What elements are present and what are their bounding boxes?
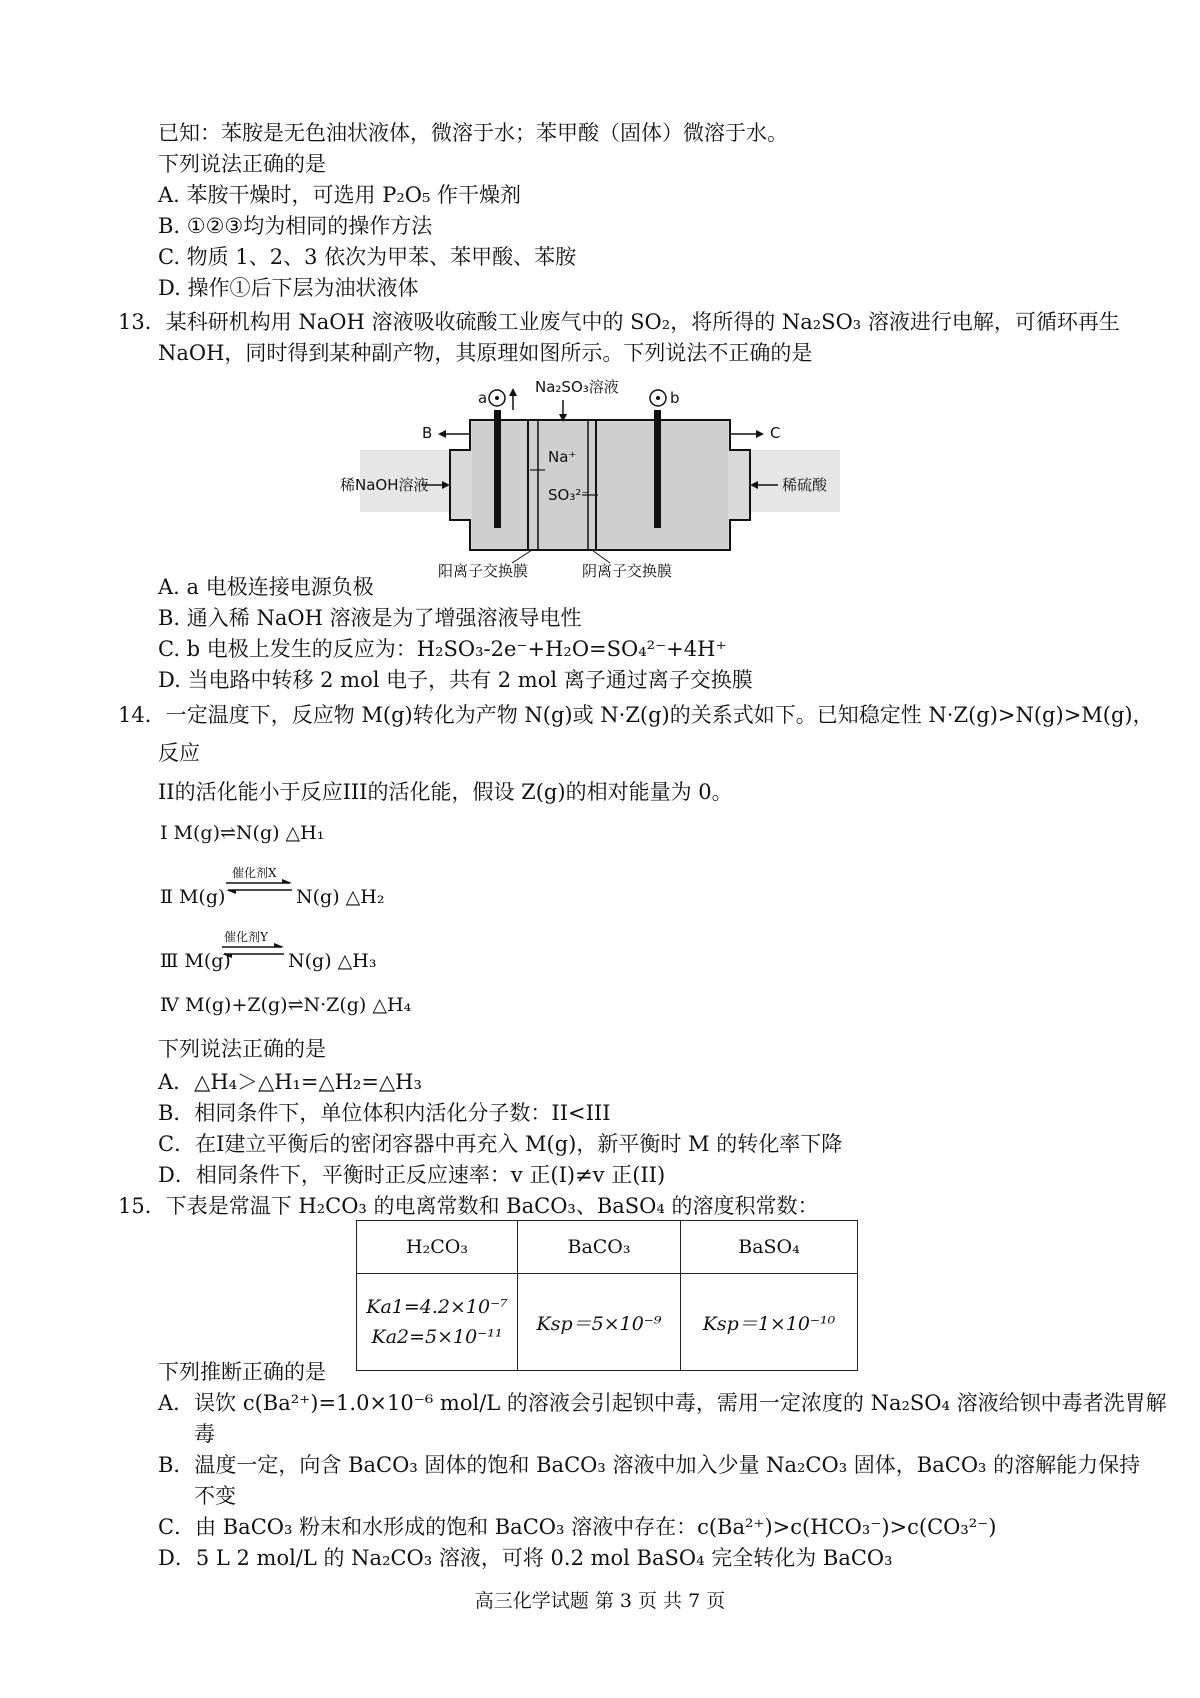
q15-option-b-line1: B．温度一定，向含 BaCO₃ 固体的饱和 BaCO₃ 溶液中加入少量 Na₂CO₃ 固体，BaCO₃ 的溶解能力保持: [158, 1453, 1141, 1477]
table-header-h2co3: H₂CO₃: [357, 1221, 518, 1274]
label-anion-membrane: 阴离子交换膜: [582, 562, 673, 580]
q15-option-a-line2: 毒: [194, 1422, 215, 1446]
label-C: C: [770, 424, 781, 442]
reaction-3-right: N(g) △H₃: [288, 950, 377, 972]
cell-fill: [472, 422, 728, 548]
electrode-a: [494, 410, 501, 528]
known-info: 已知：苯胺是无色油状液体，微溶于水；苯甲酸（固体）微溶于水。: [158, 121, 788, 145]
q14-stem-line1: 14．一定温度下，反应物 M(g)转化为产物 N(g)或 N·Z(g)的关系式如下。已知稳定性 N·Z(g)>N(g)>M(g)，: [118, 703, 1154, 727]
ksp-baso4-value: Ksp＝1×10⁻¹⁰: [681, 1274, 858, 1371]
q14-option-a: A．△H₄＞△H₁=△H₂=△H₃: [158, 1070, 422, 1094]
reaction-1: Ⅰ M(g)⇌N(g) △H₁: [160, 822, 325, 844]
q15-option-a-line1: A．误饮 c(Ba²⁺)=1.0×10⁻⁶ mol/L 的溶液会引起钡中毒，需用一定浓度的 Na₂SO₄ 溶液给钡中毒者洗胃解: [158, 1391, 1167, 1415]
eq-arrow-2: [224, 878, 294, 896]
table-row: [357, 1274, 858, 1371]
q13-option-d: D. 当电路中转移 2 mol 电子，共有 2 mol 离子通过离子交换膜: [158, 668, 753, 692]
label-B: B: [422, 424, 433, 442]
q13-stem-line2: NaOH，同时得到某种副产物，其原理如图所示。下列说法不正确的是: [158, 341, 813, 365]
q14-stem-line3: II的活化能小于反应III的活化能，假设 Z(g)的相对能量为 0。: [158, 780, 733, 804]
label-na-ion: Na⁺: [548, 448, 577, 466]
q12-option-a: A. 苯胺干燥时，可选用 P₂O₅ 作干燥剂: [158, 183, 522, 207]
gas-arrow: [509, 388, 517, 396]
reaction-2-right: N(g) △H₂: [296, 886, 385, 908]
outlet-b-arrow: [438, 430, 446, 438]
q12-option-d: D. 操作①后下层为油状液体: [158, 276, 419, 300]
page-footer: 高三化学试题 第 3 页 共 7 页: [474, 1590, 726, 1612]
ka1-value: Ka1=4.2×10⁻⁷: [366, 1296, 508, 1318]
label-so3-ion: SO₃²⁻: [548, 486, 590, 504]
q14-stem-line2: 反应: [158, 741, 200, 765]
q13-stem-line1: 13．某科研机构用 NaOH 溶液吸收硫酸工业废气中的 SO₂，将所得的 Na₂SO₃ 溶液进行电解，可循环再生: [118, 310, 1120, 334]
catalyst-x-label: 催化剂X: [232, 866, 277, 880]
label-cation-membrane: 阳离子交换膜: [438, 562, 529, 580]
q12-option-b: B. ①②③均为相同的操作方法: [158, 214, 433, 238]
eq-arrow-3: [220, 942, 286, 960]
reaction-4: Ⅳ M(g)+Z(g)⇌N·Z(g) △H₄: [160, 994, 412, 1016]
label-a: a: [478, 389, 488, 407]
label-h2so4: 稀硫酸: [782, 476, 828, 494]
ka2-value: Ka2=5×10⁻¹¹: [371, 1326, 503, 1348]
label-na2so3: Na₂SO₃溶液: [535, 378, 619, 396]
q15-option-c: C．由 BaCO₃ 粉末和水形成的饱和 BaCO₃ 溶液中存在：c(Ba²⁺)>c(HCO₃⁻)>c(CO₃²⁻): [158, 1515, 997, 1539]
q13-option-c: C. b 电极上发生的反应为：H₂SO₃-2e⁻+H₂O=SO₄²⁻+4H⁺: [158, 637, 727, 661]
table-header-baco3: BaCO₃: [518, 1221, 681, 1274]
label-naoh: 稀NaOH溶液: [340, 476, 429, 494]
constants-table: [356, 1220, 858, 1371]
ksp-baco3-value: Ksp＝5×10⁻⁹: [518, 1274, 681, 1371]
q15-option-d: D．5 L 2 mol/L 的 Na₂CO₃ 溶液，可将 0.2 mol BaSO₄ 完全转化为 BaCO₃: [158, 1546, 893, 1570]
q15-stem-line1: 15．下表是常温下 H₂CO₃ 的电离常数和 BaCO₃、BaSO₄ 的溶度积常数：: [118, 1194, 819, 1218]
q14-option-d: D．相同条件下，平衡时正反应速率：v 正(I)≠v 正(II): [158, 1163, 666, 1187]
q15-stem: 下列推断正确的是: [158, 1360, 326, 1384]
electrolysis-diagram: [340, 378, 840, 580]
table-cell-ka: [357, 1274, 518, 1371]
q12-stem: 下列说法正确的是: [158, 152, 326, 176]
label-b: b: [670, 389, 680, 407]
table-header-baso4: BaSO₄: [681, 1221, 858, 1274]
q12-option-c: C. 物质 1、2、3 依次为甲苯、苯甲酸、苯胺: [158, 245, 577, 269]
outlet-c-arrow: [756, 430, 764, 438]
reaction-2-left: Ⅱ M(g): [160, 886, 226, 908]
q14-option-b: B．相同条件下，单位体积内活化分子数：II<III: [158, 1101, 611, 1125]
table-header-row: [357, 1221, 858, 1274]
electrode-b: [654, 410, 661, 528]
q14-stem: 下列说法正确的是: [158, 1037, 326, 1061]
q13-option-a: A. a 电极连接电源负极: [158, 575, 374, 599]
q13-option-b: B. 通入稀 NaOH 溶液是为了增强溶液导电性: [158, 606, 582, 630]
catalyst-y-label: 催化剂Y: [224, 930, 268, 944]
q15-option-b-line2: 不变: [194, 1484, 236, 1508]
q14-option-c: C．在I建立平衡后的密闭容器中再充入 M(g)，新平衡时 M 的转化率下降: [158, 1132, 843, 1156]
reaction-3-left: Ⅲ M(g): [160, 950, 231, 972]
